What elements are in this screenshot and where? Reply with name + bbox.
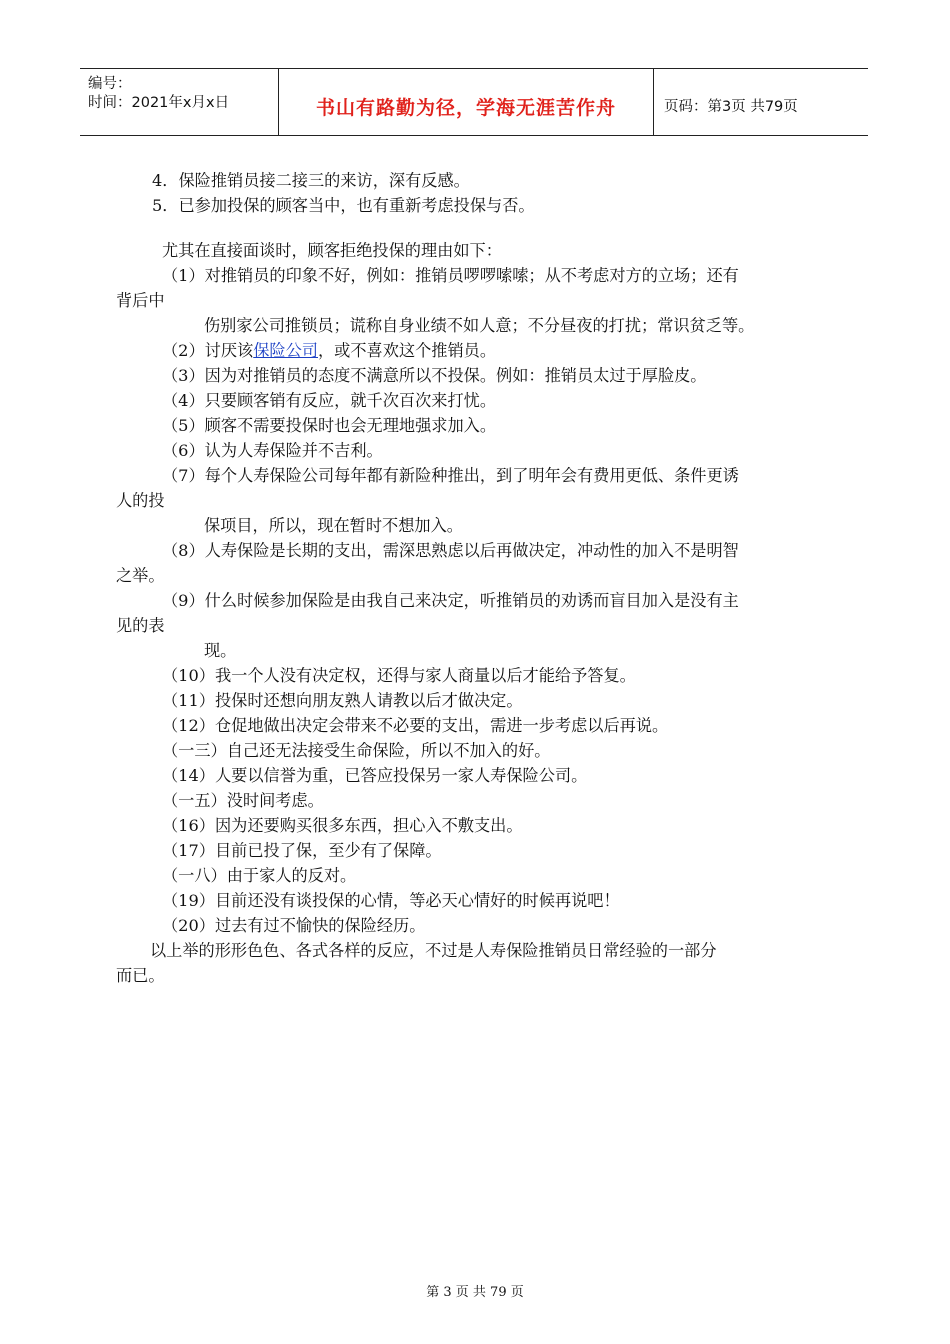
body-line: （一三）自己还无法接受生命保险，所以不加入的好。 — [162, 741, 551, 760]
document-header — [80, 68, 868, 136]
body-line: （14）人要以信誉为重，已答应投保另一家人寿保险公司。 — [162, 766, 588, 785]
body-line: （20）过去有过不愉快的保险经历。 — [162, 916, 426, 935]
body-line: （17）目前已投了保，至少有了保障。 — [162, 841, 442, 860]
body-line: 伤别家公司推锁员；谎称自身业绩不如人意；不分昼夜的打扰；常识贫乏等。 — [204, 316, 755, 335]
body-line: （3）因为对推销员的态度不满意所以不投保。例如：推销员太过于厚脸皮。 — [162, 366, 707, 385]
body-line: （11）投保时还想向朋友熟人请教以后才做决定。 — [162, 691, 523, 710]
body-line: 以上举的形形色色、各式各样的反应，不过是人寿保险推销员日常经验的一部分 — [150, 941, 717, 960]
body-line: 现。 — [204, 641, 237, 660]
header-page-cell — [654, 69, 868, 135]
body-line — [162, 341, 496, 361]
body-line: 保项目，所以，现在暂时不想加入。 — [204, 516, 463, 535]
body-line: （5）顾客不需要投保时也会无理地强求加入。 — [162, 416, 497, 435]
page-footer: 第 3 页 共 79 页 — [426, 1285, 524, 1300]
header-page-info: 页码：第3页 共79页 — [664, 99, 798, 115]
body-line-text: （2）讨厌该 — [162, 341, 254, 360]
body-line: （10）我一个人没有决定权，还得与家人商量以后才能给予答复。 — [162, 666, 636, 685]
header-meta-cell — [80, 69, 279, 135]
body-line: （一五）没时间考虑。 — [162, 791, 324, 810]
insurance-company-link[interactable]: 保险公司 — [253, 341, 318, 360]
body-line: （12）仓促地做出决定会带来不必要的支出，需进一步考虑以后再说。 — [162, 716, 669, 735]
body-line: （9）什么时候参加保险是由我自己来决定，听推销员的劝诱而盲目加入是没有主 — [162, 591, 739, 610]
body-line: 5．已参加投保的顾客当中，也有重新考虑投保与否。 — [152, 196, 535, 215]
body-line: 背后中 — [116, 291, 165, 310]
body-line: （6）认为人寿保险并不吉利。 — [162, 441, 383, 460]
body-line: （1）对推销员的印象不好，例如：推销员啰啰嗦嗦；从不考虑对方的立场；还有 — [162, 266, 739, 285]
header-motto: 书山有路勤为径，学海无涯苦作舟 — [315, 97, 616, 119]
body-line: 见的表 — [116, 616, 165, 635]
document-date: 时间：2021年x月x日 — [88, 95, 230, 111]
body-line: 4．保险推销员接二接三的来访，深有反感。 — [152, 171, 470, 190]
body-line: （19）目前还没有谈投保的心情，等必天心情好的时候再说吧！ — [162, 891, 620, 910]
body-line: （4）只要顾客销有反应，就千次百次来打忧。 — [162, 391, 497, 410]
body-line-text: ，或不喜欢这个推销员。 — [318, 341, 497, 360]
body-line: （7）每个人寿保险公司每年都有新险种推出，到了明年会有费用更低、条件更诱 — [162, 466, 739, 485]
body-line: 尤其在直接面谈时，顾客拒绝投保的理由如下： — [162, 241, 502, 260]
document-number-label: 编号： — [88, 76, 132, 92]
body-line: （8）人寿保险是长期的支出，需深思熟虑以后再做决定，冲动性的加入不是明智 — [162, 541, 739, 560]
body-line: 而已。 — [116, 966, 165, 985]
body-line: （16）因为还要购买很多东西，担心入不敷支出。 — [162, 816, 523, 835]
body-line: 人的投 — [116, 491, 165, 510]
body-line: （一八）由于家人的反对。 — [162, 866, 357, 885]
body-line: 之举。 — [116, 566, 165, 585]
header-motto-cell — [279, 69, 654, 135]
